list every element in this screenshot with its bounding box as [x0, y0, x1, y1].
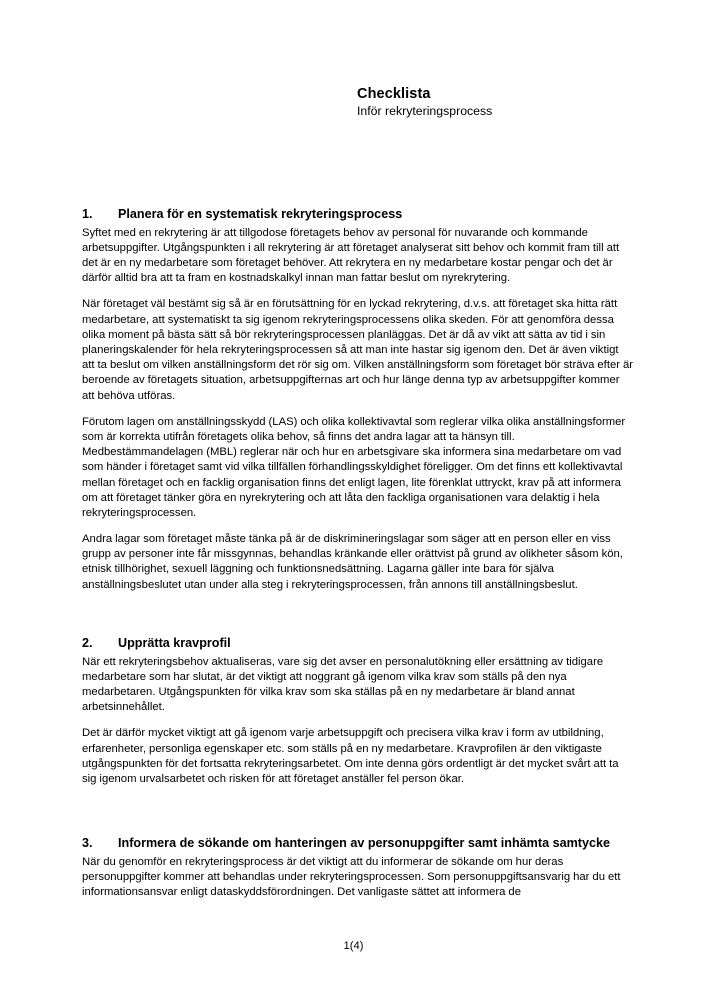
paragraph: När ett rekryteringsbehov aktualiseras, vare sig det avser en personalutökning eller ersättning av tidigare medarbetare som har slutat, är det viktigt att noggrant gå igenom vilka krav som ställs på den nya medarbetaren. Utgångspunkten för vilka krav som ska ställas på en ny medarbetare är bland annat arbetsinnehållet. — [82, 655, 604, 714]
section-spacer — [82, 798, 634, 835]
paragraph: När du genomför en rekryteringsprocess är det viktigt att du informerar de sökande om hur deras personuppgifter kommer att behandlas under rekryteringsprocessen. Som personuppgiftsansvarig har du ett informationsansvar enligt dataskyddsförordningen. Det vanligaste sättet att informera de — [82, 855, 621, 899]
section-number-1: 1. — [82, 207, 93, 221]
section-number-2: 2. — [82, 635, 93, 650]
section-title-1: Planera för en systematisk rekryteringsprocess — [118, 207, 403, 221]
document-body — [82, 206, 634, 900]
section-heading-1 — [82, 206, 634, 223]
paragraph: Syftet med en rekrytering är att tillgodose företagets behov av personal för nuvarande och kommande arbetsuppgifter. Utgångspunkten i all rekrytering är att företaget analyserat sitt behov och kommit fram till att det är en ny medarbetare som företaget behöver. Att rekrytera en ny medarbetare kostar pengar och det är därför alltid bra att ta fram en kostnadskalkyl innan man fattar beslut om nyrekrytering. — [82, 226, 620, 285]
paragraph: När företaget väl bestämt sig så är en förutsättning för en lyckad rekrytering, d.v.s. att företaget ska hitta rätt medarbetare, att systematiskt ta sig igenom rekryteringsprocessens olika skeden. För att genomföra dessa olika moment på bästa sätt så bör rekryteringsprocessen planläggas. Det är då av vikt att sätta av tid i sin planeringskalender för hela rekryteringsprocessen så att man inte hastar sig igenom den. Det är även viktigt att ta beslut om vilken anställningsform det rör sig om. Vilken anställningsform som företaget bör sträva efter är beroende av företagets situation, arbetsuppgifternas art och hur länge denna typ av arbetsuppgifter kommer att behöva utföras. — [82, 298, 634, 402]
paragraph: Förutom lagen om anställningsskydd (LAS) och olika kollektivavtal som reglerar vilka olika anställningsformer som är korrekta utifrån företagets olika behov, så finns det andra lagar att ta hänsyn till. Medbestämmandelagen (MBL) reglerar när och hur en arbetsgivare ska informera sina medarbetare om vad som händer i företaget samt vid vilka tillfällen förhandlingsskyldighet föreligger. Om det finns ett kollektivavtal mellan företaget och en facklig organisation finns det enligt lagen, lite förenklat uttryckt, krav på att informera om att företaget tänker göra en nyrekrytering och att låta den fackliga organisationen vara delaktig i hela rekryteringsprocessen. — [82, 415, 626, 519]
page-number: 1(4) — [343, 940, 364, 952]
page-subtitle: Inför rekryteringsprocess — [357, 104, 493, 119]
section-spacer — [82, 604, 634, 635]
page-footer — [0, 940, 707, 953]
paragraph: Det är därför mycket viktigt att gå igenom varje arbetsuppgift och precisera vilka krav i form av utbildning, erfarenheter, personliga egenskaper etc. som ställs på en ny medarbetare. Kravprofilen är den viktigaste utgångspunkten för det fortsatta rekryteringsarbetet. Om inte denna görs ordentligt är det mycket svårt att ta sig igenom urvalsarbetet och risken för att företaget anställer fel person ökar. — [82, 727, 619, 785]
section-title-2: Upprätta kravprofil — [118, 635, 231, 650]
section-heading-2 — [82, 635, 634, 652]
section-number-3: 3. — [82, 836, 93, 851]
page-title: Checklista — [357, 86, 431, 102]
section-title-3: Informera de sökande om hanteringen av personuppgifter samt inhämta samtycke — [118, 836, 610, 851]
document-title-block — [357, 85, 657, 119]
paragraph: Andra lagar som företaget måste tänka på är de diskrimineringslagar som säger att en person eller en viss grupp av personer inte får missgynnas, behandlas kränkande eller orättvist på grund av olikheter såsom kön, etnisk tillhörighet, sexuell läggning och funktionsnedsättning. Lagarna gäller inte bara för själva anställningsbeslutet utan under alla steg i rekryteringsprocessen, från annons till anställningsbeslut. — [82, 533, 623, 591]
section-heading-3 — [82, 835, 634, 852]
